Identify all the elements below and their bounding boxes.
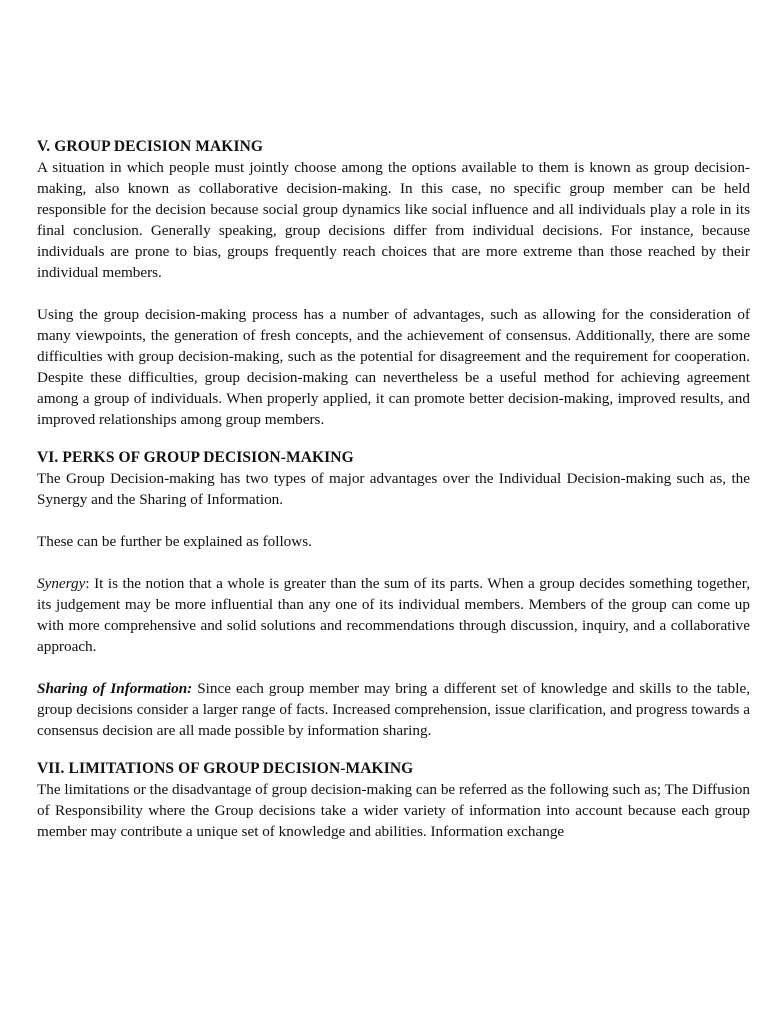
paragraph-limitations: The limitations or the disadvantage of group decision-making can be referred as the following such as; The Diffusion of Responsibility where the Group decisions take a wider variety of information into account because each group member may contribute a unique set of knowledge and abilities. Information exchange	[37, 781, 750, 840]
term-synergy-colon: :	[85, 575, 90, 592]
paragraph-synergy	[37, 573, 750, 657]
paragraph-sharing-of-information	[37, 678, 750, 741]
paragraph-definition: A situation in which people must jointly choose among the options available to them is known as group decision-making, also known as collaborative decision-making. In this case, no specific group member can be held responsible for the decision because social group dynamics like social influence and all individuals play a role in its final conclusion. Generally speaking, group decisions differ from individual decisions. For instance, because individuals are prone to bias, groups frequently reach choices that are more extreme than those reached by their individual members.	[37, 159, 750, 281]
section-heading-limitations: VII. LIMITATIONS OF GROUP DECISION-MAKING	[37, 760, 414, 777]
section-heading-group-decision-making: V. GROUP DECISION MAKING	[37, 138, 264, 155]
sharing-text: Since each group member may bring a different set of knowledge and skills to the table, group decisions consider a larger range of facts. Increased comprehension, issue clarification, and progress towards a consensus decision are all made possible by information sharing.	[37, 680, 750, 739]
section-heading-perks: VI. PERKS OF GROUP DECISION-MAKING	[37, 449, 354, 466]
document-page	[37, 137, 750, 842]
term-sharing-of-information: Sharing of Information:	[37, 680, 193, 697]
paragraph-perks-explained: These can be further be explained as follows.	[37, 533, 312, 550]
paragraph-advantages-overview: Using the group decision-making process has a number of advantages, such as allowing for the consideration of many viewpoints, the generation of fresh concepts, and the achievement of consensus. Additionally, there are some difficulties with group decision-making, such as the potential for disagreement and the requirement for cooperation. Despite these difficulties, group decision-making can nevertheless be a useful method for achieving agreement among a group of individuals. When properly applied, it can promote better decision-making, improved results, and improved relationships among group members.	[37, 306, 750, 428]
synergy-text: It is the notion that a whole is greater than the sum of its parts. When a group decides something together, its judgement may be more influential than any one of its individual members. Members of the group can come up with more comprehensive and solid solutions and recommendations through discussion, inquiry, and a collaborative approach.	[37, 575, 750, 655]
term-synergy: Synergy	[37, 575, 86, 592]
paragraph-perks-intro: The Group Decision-making has two types of major advantages over the Individual Decision-making such as, the Synergy and the Sharing of Information.	[37, 470, 750, 508]
